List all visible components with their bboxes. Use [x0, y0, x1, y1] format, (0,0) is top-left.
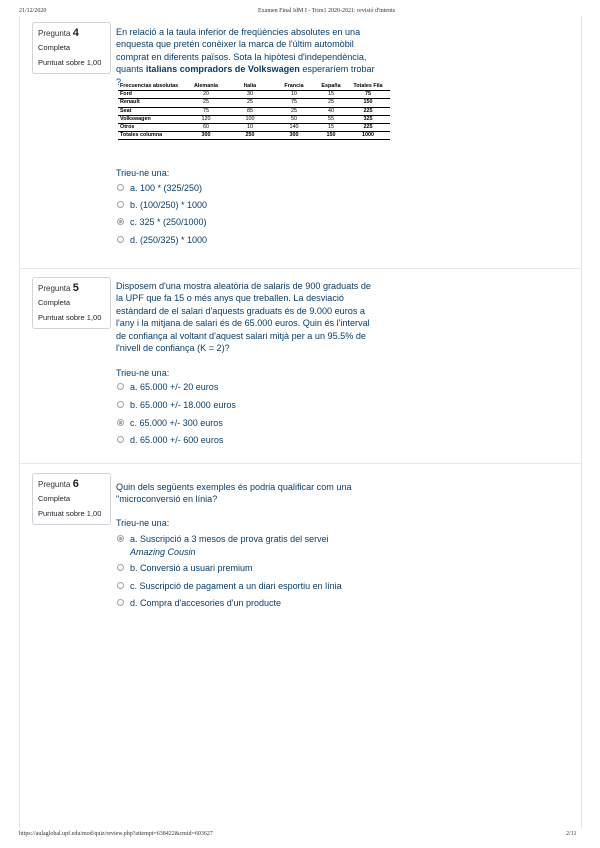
radio-button[interactable]	[117, 236, 124, 243]
option-label: d. Compra d'accesories d'un producte	[130, 598, 282, 608]
table-cell: 25	[184, 99, 228, 107]
radio-button[interactable]	[117, 401, 124, 408]
table-row	[118, 91, 390, 99]
table-cell: 60	[184, 123, 228, 131]
table-cell: 25	[316, 99, 346, 107]
table-header-cell: Frecuencias absolutas	[118, 83, 184, 91]
table-header-cell: Totales Fila	[346, 83, 390, 91]
table-cell: 250	[228, 132, 272, 140]
option-6d[interactable]	[117, 597, 281, 610]
question-state: Completa	[38, 43, 71, 52]
option-label: b. 65.000 +/- 18.000 euros	[130, 400, 236, 410]
table-cell: 300	[272, 132, 316, 140]
table-cell: Otros	[118, 123, 184, 131]
frequency-table	[118, 83, 390, 140]
table-header-cell: Alemania	[184, 83, 228, 91]
option-label: b. (100/250) * 1000	[130, 200, 208, 210]
table-cell: 150	[316, 132, 346, 140]
table-cell: 100	[228, 115, 272, 123]
option-label: d. (250/325) * 1000	[130, 235, 208, 245]
option-4c[interactable]	[117, 216, 207, 229]
question-text-4: En relació a la taula inferior de freqüències absolutes en una enquesta que pretén conèixer la marca de l'últim automòbil comprat en diferents països. Sota la hipòtesi d'independència, quants italians compradors de Volkswagen esperaríem trobar ?	[116, 27, 375, 87]
question-info-5	[32, 277, 111, 329]
print-url: https://aulaglobal.upf.edu/mod/quiz/review.php?attempt=638422&cmid=603627	[19, 831, 213, 837]
question-separator	[19, 463, 582, 464]
table-cell: 225	[346, 123, 390, 131]
radio-button-selected[interactable]	[117, 419, 124, 426]
answer-prompt: Trieu-ne una:	[116, 168, 170, 178]
radio-button[interactable]	[117, 201, 124, 208]
question-number: Pregunta 4	[38, 27, 79, 39]
table-cell: Totales columna	[118, 132, 184, 140]
option-4a[interactable]	[117, 182, 202, 195]
table-cell: Ford	[118, 91, 184, 99]
answer-prompt: Trieu-ne una:	[116, 368, 170, 378]
option-label: c. 325 * (250/1000)	[130, 217, 207, 227]
table-row	[118, 99, 390, 107]
question-text-5: Disposem d'una mostra aleatòria de salaris de 900 graduats de la UPF que fa 15 o més anys que treballen. La desviació estàndard de el salari d'aquests graduats és de 9.000 euros a l'any i la mitjana de salari és de 65.000 euros. Quin és l'interval de confiança al voltant d'aquest salari mitjà per a un 95.5% de l'nivell de confiança (K = 2)?	[116, 281, 371, 354]
radio-button[interactable]	[117, 582, 124, 589]
radio-button[interactable]	[117, 184, 124, 191]
table-cell: 10	[228, 123, 272, 131]
table-cell: 85	[228, 107, 272, 115]
option-5b[interactable]	[117, 399, 236, 412]
table-cell: Renault	[118, 99, 184, 107]
question-state: Completa	[38, 298, 71, 307]
option-4d[interactable]	[117, 234, 207, 247]
option-label: b. Conversió a usuari premium	[130, 563, 253, 573]
question-separator	[19, 268, 582, 269]
table-row	[118, 107, 390, 115]
option-5d[interactable]	[117, 434, 223, 447]
table-cell: 55	[316, 115, 346, 123]
option-label: d. 65.000 +/- 600 euros	[130, 435, 224, 445]
question-state: Completa	[38, 494, 71, 503]
print-title: Examen Final IdM I - Trim1 2020-2021: revisió d'intents	[258, 8, 396, 14]
question-text-6: Quin dels següents exemples és podria qualificar com una "microconversió en línia?	[116, 482, 352, 505]
question-points: Puntuat sobre 1,00	[38, 58, 102, 67]
table-cell: 75	[272, 99, 316, 107]
radio-button-selected[interactable]	[117, 218, 124, 225]
print-date: 21/12/2020	[19, 8, 47, 14]
table-cell: 25	[228, 99, 272, 107]
table-cell: Seat	[118, 107, 184, 115]
table-cell: 150	[346, 99, 390, 107]
option-label: a. 100 * (325/250)	[130, 183, 203, 193]
table-cell: 25	[272, 107, 316, 115]
question-number: Pregunta 6	[38, 478, 79, 490]
table-header-cell: Italia	[228, 83, 272, 91]
question-points: Puntuat sobre 1,00	[38, 509, 102, 518]
table-cell: 20	[184, 91, 228, 99]
table-header-row	[118, 83, 390, 91]
option-6b[interactable]	[117, 562, 253, 575]
table-row	[118, 115, 390, 123]
option-label: a. Suscripció a 3 mesos de prova gratis del servei Amazing Cousin	[130, 534, 329, 557]
table-cell: 40	[316, 107, 346, 115]
table-header-cell: Francia	[272, 83, 316, 91]
question-info-4	[32, 22, 111, 74]
table-cell: 50	[272, 115, 316, 123]
radio-button[interactable]	[117, 599, 124, 606]
option-label: c. Suscripció de pagament a un diari esportiu en línia	[130, 581, 342, 591]
radio-button[interactable]	[117, 383, 124, 390]
table-cell: 75	[184, 107, 228, 115]
table-cell: 325	[346, 115, 390, 123]
option-label: c. 65.000 +/- 300 euros	[130, 418, 223, 428]
table-row	[118, 123, 390, 131]
table-header-cell: España	[316, 83, 346, 91]
answer-prompt: Trieu-ne una:	[116, 518, 170, 528]
table-cell: 75	[346, 91, 390, 99]
table-cell: Volkswagen	[118, 115, 184, 123]
radio-button[interactable]	[117, 564, 124, 571]
question-info-6	[32, 473, 111, 525]
table-row	[118, 132, 390, 140]
option-6c[interactable]	[117, 580, 342, 593]
table-cell: 140	[272, 123, 316, 131]
radio-button[interactable]	[117, 436, 124, 443]
radio-button-selected[interactable]	[117, 535, 124, 542]
table-cell: 10	[272, 91, 316, 99]
table-cell: 15	[316, 91, 346, 99]
table-cell: 15	[316, 123, 346, 131]
question-number: Pregunta 5	[38, 282, 79, 294]
table-cell: 30	[228, 91, 272, 99]
option-6a[interactable]	[117, 533, 357, 558]
question-points: Puntuat sobre 1,00	[38, 313, 102, 322]
option-5a[interactable]	[117, 381, 218, 394]
table-cell: 120	[184, 115, 228, 123]
option-label: a. 65.000 +/- 20 euros	[130, 382, 219, 392]
table-cell: 1000	[346, 132, 390, 140]
option-4b[interactable]	[117, 199, 207, 212]
option-5c[interactable]	[117, 417, 223, 430]
table-cell: 300	[184, 132, 228, 140]
table-cell: 225	[346, 107, 390, 115]
page-number: 2/11	[566, 831, 577, 837]
